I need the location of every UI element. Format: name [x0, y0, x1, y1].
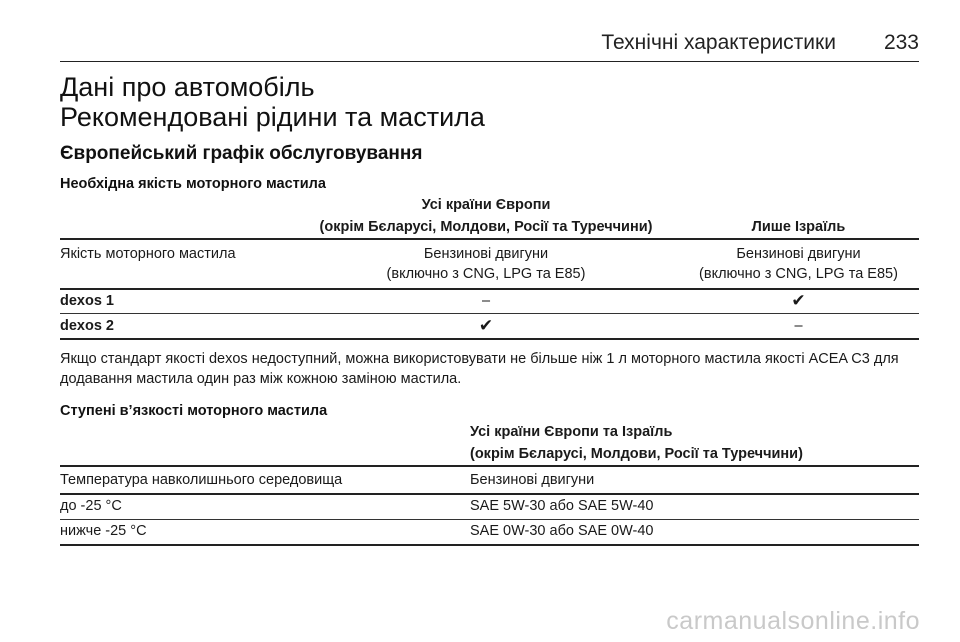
watermark: carmanualsonline.info	[666, 607, 920, 635]
oil-quality-col3-sub-line2: (включно з CNG, LPG та E85)	[699, 266, 898, 282]
table-cell-europe: –	[481, 293, 491, 309]
table-rule	[60, 544, 919, 546]
table-row-temp: нижче -25 °C	[60, 523, 147, 539]
viscosity-col2-sub: Бензинові двигуни	[470, 472, 595, 488]
table-rule	[60, 313, 919, 314]
checkmark-icon: ✔	[478, 316, 494, 335]
table-rule	[60, 519, 919, 520]
page-header	[60, 15, 919, 55]
table-rule	[60, 288, 919, 290]
oil-quality-col2-sub-line2: (включно з CNG, LPG та E85)	[386, 266, 586, 282]
viscosity-col2-header-line2: (окрім Бєларусі, Молдови, Росії та Туреччини)	[470, 446, 803, 462]
header-rule	[60, 61, 919, 62]
page-title: Дані про автомобіль	[60, 72, 315, 102]
viscosity-row-label: Температура навколишнього середовища	[60, 472, 343, 488]
table-cell-israel: –	[794, 318, 803, 334]
page-subtitle: Рекомендовані рідини та мастила	[60, 102, 485, 132]
oil-quality-col2-sub-line1: Бензинові двигуни	[423, 246, 549, 262]
checkmark-icon: ✔	[791, 291, 806, 310]
oil-quality-col3-header: Лише Ізраїль	[751, 219, 846, 235]
table-rule	[60, 465, 919, 467]
table-rule	[60, 493, 919, 495]
table-row-grade: SAE 0W-30 або SAE 0W-40	[470, 523, 654, 539]
table-row-label: dexos 2	[60, 318, 114, 334]
running-title: Технічні характеристики	[601, 31, 836, 54]
oil-quality-col3-sub-line1: Бензинові двигуни	[736, 246, 861, 262]
viscosity-heading: Ступені в’язкості моторного мастила	[60, 403, 328, 419]
oil-quality-col2-header-line2: (окрім Бєларусі, Молдови, Росії та Туреччини)	[319, 219, 653, 235]
table-row-grade: SAE 5W-30 або SAE 5W-40	[470, 498, 654, 514]
section-heading: Європейський графік обслуговування	[60, 143, 423, 164]
table-row-temp: до -25 °C	[60, 498, 122, 514]
oil-quality-col2-header-line1: Усі країни Європи	[421, 197, 551, 213]
oil-quality-heading: Необхідна якість моторного мастила	[60, 176, 326, 192]
table-row-label: dexos 1	[60, 293, 114, 309]
page-number: 233	[883, 31, 919, 54]
dexos-note: Якщо стандарт якості dexos недоступний, можна використовувати не більше ніж 1 л моторного мастила якості ACEA C3 для додавання мастила один раз між кожною заміною мастила.	[60, 351, 899, 387]
table-rule	[60, 338, 919, 340]
table-rule	[60, 238, 919, 240]
oil-quality-row-label: Якість моторного мастила	[60, 246, 236, 262]
viscosity-col2-header-line1: Усі країни Європи та Ізраїль	[470, 424, 673, 440]
